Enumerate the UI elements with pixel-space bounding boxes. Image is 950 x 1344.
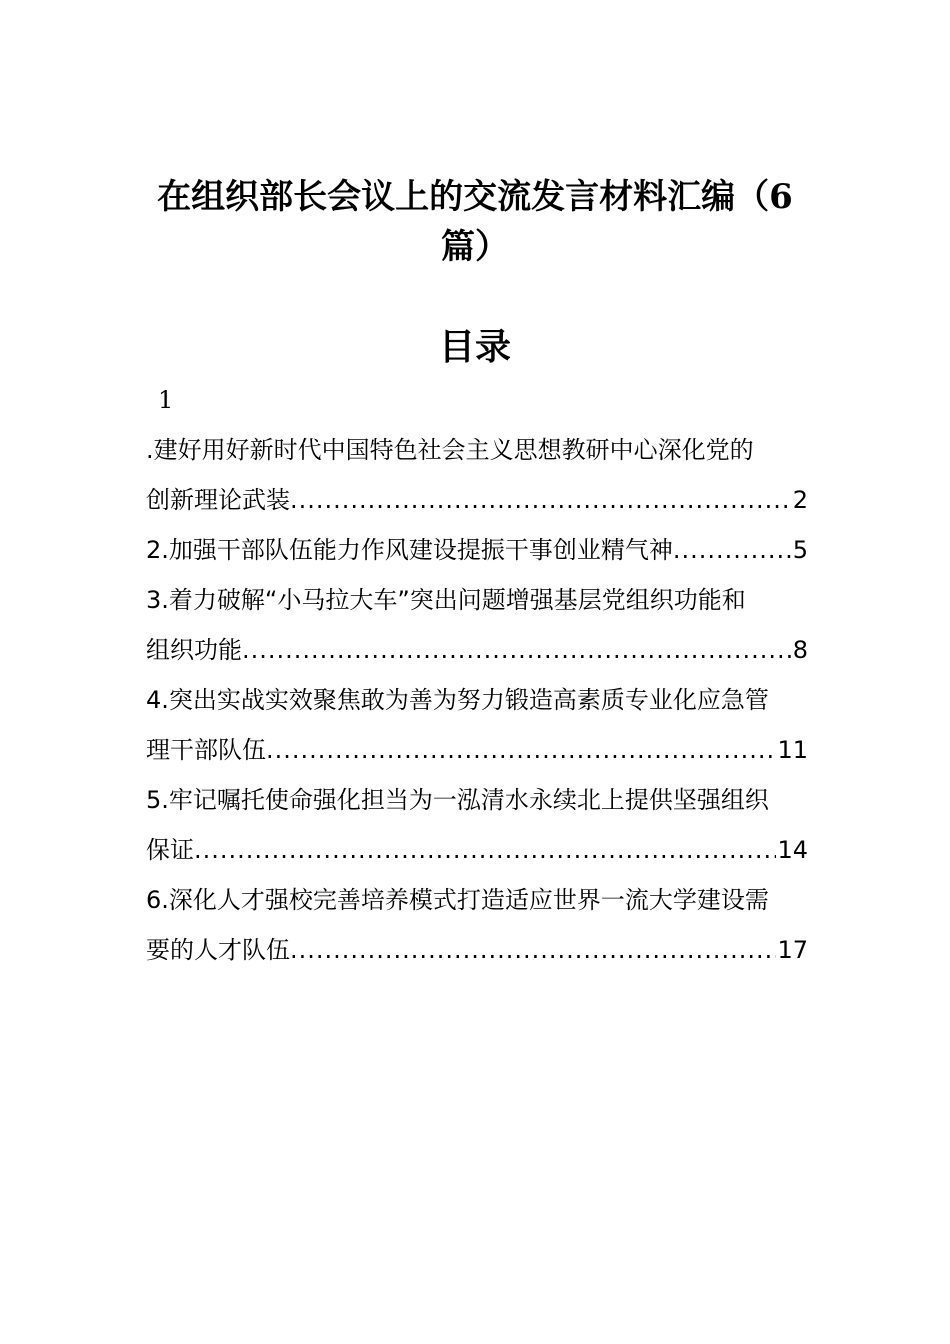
- toc-entry-text: 创新理论武装: [146, 486, 290, 514]
- toc-entry-text: 保证: [146, 836, 194, 864]
- toc-entry-4[interactable]: [146, 675, 808, 775]
- toc-entry-text: 要的人才队伍: [146, 936, 290, 964]
- toc-page-number: 11: [777, 736, 808, 764]
- toc-entry-text: 2.加强干部队伍能力作风建设提振干事创业精气神: [146, 536, 673, 564]
- toc-entry-1[interactable]: [146, 425, 808, 525]
- toc-page-number: 14: [777, 836, 808, 864]
- toc-entry-text: 组织功能: [146, 636, 242, 664]
- toc-entry-2[interactable]: [146, 525, 808, 575]
- toc-entry-text: 5.牢记嘱托使命强化担当为一泓清水永续北上提供坚强组织: [146, 786, 769, 814]
- dot-leader: [242, 625, 792, 675]
- dot-leader: [266, 725, 776, 775]
- table-of-contents: [146, 425, 808, 975]
- document-title: 在组织部长会议上的交流发言材料汇编（6篇）: [157, 177, 793, 267]
- dot-leader: [194, 825, 776, 875]
- toc-entry-text: .建好用好新时代中国特色社会主义思想教研中心深化党的: [146, 436, 754, 464]
- toc-entry-6[interactable]: [146, 875, 808, 975]
- toc-page-number: 2: [792, 486, 808, 514]
- dot-leader: [290, 925, 776, 975]
- toc-entry-text: 4.突出实战实效聚焦敢为善为努力锻造高素质专业化应急管: [146, 686, 769, 714]
- toc-page-number: 5: [792, 536, 808, 564]
- toc-entry-text: 理干部队伍: [146, 736, 266, 764]
- dot-leader: [290, 475, 792, 525]
- dot-leader: [673, 525, 792, 575]
- toc-page-number: 17: [777, 936, 808, 964]
- toc-entry-5[interactable]: [146, 775, 808, 875]
- toc-entry-text: 3.着力破解“小马拉大车”突出问题增强基层党组织功能和: [146, 586, 746, 614]
- stray-number: 1: [158, 386, 174, 414]
- toc-page-number: 8: [792, 636, 808, 664]
- toc-entry-3[interactable]: [146, 575, 808, 675]
- toc-entry-text: 6.深化人才强校完善培养模式打造适应世界一流大学建设需: [146, 886, 769, 914]
- toc-heading: 目录: [438, 326, 511, 368]
